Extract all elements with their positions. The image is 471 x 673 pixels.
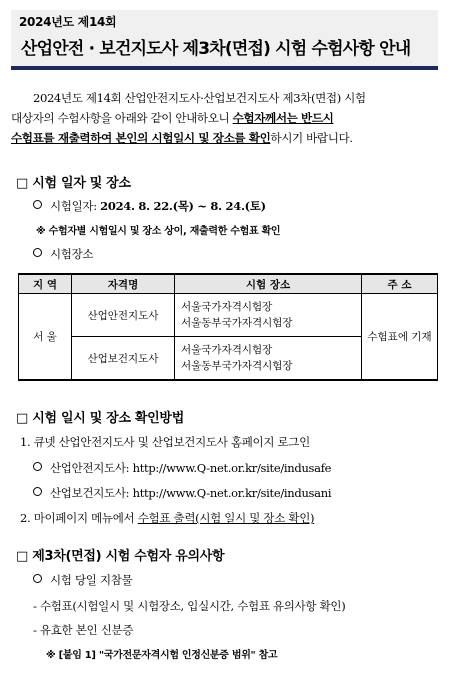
section-2-heading: □ 시험 일시 및 장소 확인방법 (16, 411, 184, 426)
region-cell: 서 울 (19, 294, 72, 381)
intro-line-2-text: 대상자의 수험사항을 아래와 같이 안내하오니 (11, 111, 233, 125)
header-region: 지 역 (19, 274, 72, 294)
venue-name: 서울동부국가자격시험장 (181, 360, 293, 372)
section-1-heading: □ 시험 일자 및 장소 (16, 176, 131, 191)
circle-bullet-icon (33, 487, 42, 496)
qnet-link-safety[interactable]: 산업안전지도사: http://www.Q-net.or.kr/site/indusafe (50, 461, 332, 475)
venue-table (18, 273, 438, 381)
intro-line-2 (11, 108, 447, 128)
check-step-1: 1. 큐넷 산업안전지도사 및 산업보건지도사 홈페이지 로그인 (20, 435, 310, 449)
title-banner (11, 10, 438, 70)
check-step-2 (20, 510, 314, 526)
table-row (19, 294, 438, 337)
qnet-link-health[interactable]: 산업보건지도사: http://www.Q-net.or.kr/site/indusani (50, 486, 332, 500)
exam-date-note: ※ 수험자별 시험일시 및 장소 상이, 재출력한 수험표 확인 (36, 226, 281, 237)
exam-date-value: 2024. 8. 22.(목) ~ 8. 24.(토) (100, 199, 266, 213)
venue-cell (175, 294, 362, 337)
header-qualification: 자격명 (72, 274, 175, 294)
qnet-link-safety-line (33, 460, 331, 476)
header-venue: 시험 장소 (175, 274, 362, 294)
intro-emphasis-1: 수험자께서는 반드시 (232, 111, 334, 125)
circle-bullet-icon (33, 248, 42, 257)
ticket-print-link[interactable]: 수험표 출력(시험 일시 및 장소 확인) (137, 511, 315, 525)
intro-paragraph (11, 88, 447, 148)
header-address: 주 소 (362, 274, 438, 294)
circle-bullet-icon (33, 200, 42, 209)
venue-cell (175, 337, 362, 381)
venue-name: 서울동부국가자격시험장 (181, 317, 293, 329)
venue-name: 서울국가자격시험장 (181, 301, 273, 313)
intro-line-3-text: 하시기 바랍니다. (270, 131, 353, 145)
intro-line-1: 2024년도 제14회 산업안전지도사·산업보건지도사 제3차(면접) 시험 (33, 91, 366, 105)
circle-bullet-icon (33, 574, 42, 583)
items-to-bring: 시험 당일 지참물 (50, 573, 133, 587)
items-to-bring-line (33, 572, 132, 588)
qualification-cell: 산업안전지도사 (72, 294, 175, 337)
venue-table-header (19, 274, 438, 294)
circle-bullet-icon (33, 462, 42, 471)
exam-date-label: 시험일자: (50, 199, 101, 213)
item-id-card: - 유효한 본인 신분증 (33, 623, 134, 637)
address-cell: 수험표에 기재 (362, 294, 438, 381)
item-ticket: - 수험표(시험일시 및 시험장소, 입실시간, 수험표 유의사항 확인) (33, 599, 346, 613)
qnet-link-health-line (33, 485, 331, 501)
venue-label-line (33, 246, 93, 262)
intro-emphasis-2: 수험표를 재출력하여 본인의 시험일시 및 장소를 확인 (11, 131, 271, 145)
page-title: 산업안전 · 보건지도사 제3차(면접) 시험 수험사항 안내 (21, 39, 411, 59)
exam-date-line (33, 198, 266, 214)
intro-line-3 (11, 128, 447, 148)
id-note: ※ [붙임 1] "국가전문자격시험 인정신분증 범위" 참고 (46, 650, 278, 661)
banner-subtitle: 2024년도 제14회 (19, 15, 117, 29)
section-3-heading: □ 제3차(면접) 시험 수험자 유의사항 (16, 549, 225, 564)
qualification-cell: 산업보건지도사 (72, 337, 175, 381)
venue-label: 시험장소 (50, 247, 94, 261)
check-step-2-text: 2. 마이페이지 메뉴에서 (20, 511, 138, 525)
venue-name: 서울국가자격시험장 (181, 344, 273, 356)
